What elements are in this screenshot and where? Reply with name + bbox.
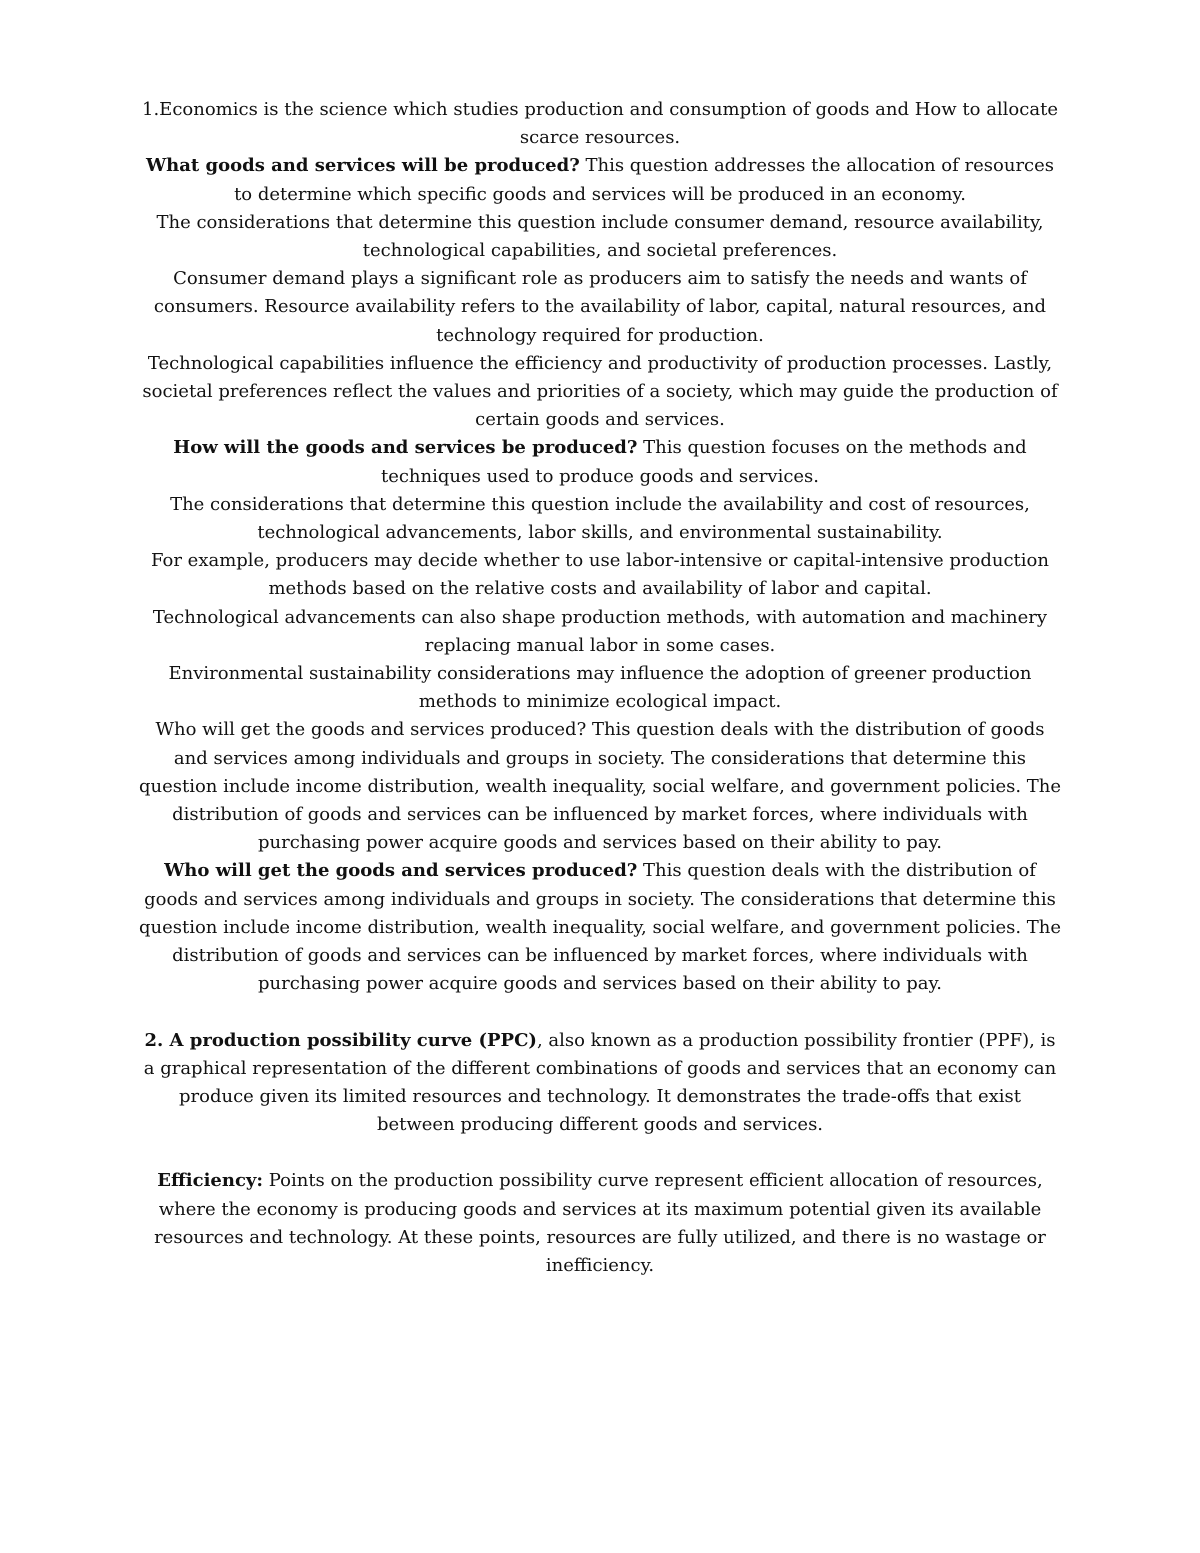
question-how-produced: How will the goods and services be produced? bbox=[173, 437, 638, 459]
paragraph-who-gets bbox=[138, 857, 1062, 998]
paragraph-what-goods bbox=[138, 152, 1062, 208]
paragraph-consumer-demand: Consumer demand plays a significant role as producers aim to satisfy the needs and wants of consumers. Resource availability refers to the availability of labor, capital, natural resources, and technology required for production. bbox=[153, 268, 1047, 346]
paragraph-who-gets-text: This question deals with the distribution of goods and services among individuals and groups in society. The considerations that determine this question include income distribution, wealth inequality, social welfare, and government policies. The distribution of goods and services can be influenced by market forces, where individuals with purchasing power acquire goods and services based on their ability to pay. bbox=[138, 860, 1062, 995]
document-page bbox=[138, 96, 1062, 1280]
paragraph-efficiency bbox=[138, 1167, 1062, 1280]
paragraph-how-produced-text: This question focuses on the methods and techniques used to produce goods and services. bbox=[380, 437, 1027, 487]
paragraph-who-gets-plain: Who will get the goods and services produced? This question deals with the distribution of goods and services among individuals and groups in society. The considerations that determine this question include income distribution, wealth inequality, social welfare, and government policies. The distribution of goods and services can be influenced by market forces, where individuals with purchasing power acquire goods and services based on their ability to pay. bbox=[138, 719, 1062, 854]
paragraph-technological-capabilities: Technological capabilities influence the efficiency and productivity of production processes. Lastly, societal preferences reflect the values and priorities of a society, which may guide the production of certain goods and services. bbox=[142, 352, 1058, 431]
paragraph-ppc-definition bbox=[138, 1027, 1062, 1140]
paragraph-efficiency-text: Points on the production possibility curve represent efficient allocation of resources, where the economy is producing goods and services at its maximum potential given its available resources and technology. At these points, resources are fully utilized, and there is no wastage or inefficiency. bbox=[154, 1170, 1046, 1276]
question-what-goods: What goods and services will be produced? bbox=[145, 155, 580, 177]
paragraph-economics-definition: 1.Economics is the science which studies production and consumption of goods and How to allocate scarce resources. bbox=[142, 99, 1058, 149]
paragraph-example-labor-capital: For example, producers may decide whether to use labor-intensive or capital-intensive production methods based on the relative costs and availability of labor and capital. bbox=[151, 550, 1049, 600]
heading-ppc: 2. A production possibility curve (PPC) bbox=[144, 1029, 537, 1051]
paragraph-how-produced bbox=[138, 434, 1062, 490]
paragraph-considerations-how: The considerations that determine this question include the availability and cost of resources, technological advancements, labor skills, and environmental sustainability. bbox=[170, 493, 1030, 544]
question-who-gets: Who will get the goods and services produced? bbox=[164, 860, 638, 882]
paragraph-what-goods-text: This question addresses the allocation of resources to determine which specific goods and services will be produced in an economy. bbox=[234, 155, 1055, 205]
paragraph-technological-advancements: Technological advancements can also shape production methods, with automation and machinery replacing manual labor in some cases. bbox=[152, 606, 1048, 656]
term-efficiency: Efficiency: bbox=[157, 1170, 264, 1192]
paragraph-considerations-what: The considerations that determine this question include consumer demand, resource availability, technological capabilities, and societal preferences. bbox=[156, 211, 1044, 262]
paragraph-spacer bbox=[138, 1139, 1062, 1167]
paragraph-environmental-sustainability: Environmental sustainability considerations may influence the adoption of greener production methods to minimize ecological impact. bbox=[168, 663, 1032, 713]
paragraph-spacer bbox=[138, 999, 1062, 1027]
paragraph-ppc-text: , also known as a production possibility frontier (PPF), is a graphical representation of the different combinations of goods and services that an economy can produce given its limited resources and technology. It demonstrates the trade-offs that exist between producing different goods and services. bbox=[143, 1029, 1057, 1136]
